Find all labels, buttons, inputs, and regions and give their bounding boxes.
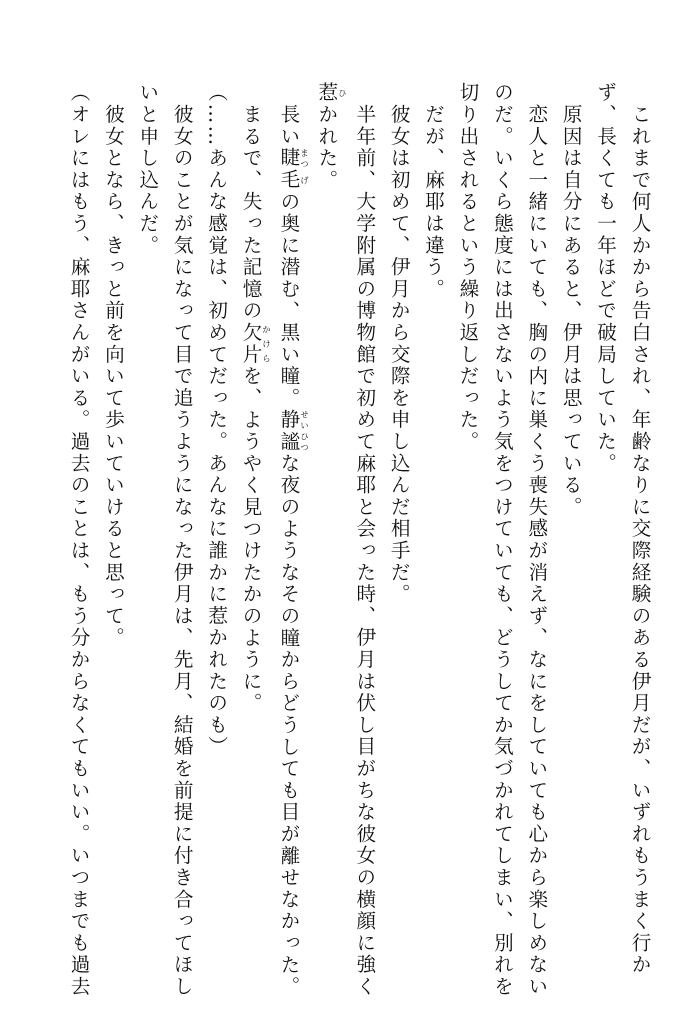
text-line (381, 82, 415, 962)
text-segment: 彼女は初めて、伊月から交際を申し込んだ相手だ。 (387, 82, 411, 606)
text-line (164, 82, 198, 998)
text-segment: 恋人と一緒にいても、胸の内に巣くう喪失感が消えず、なにをしていても心から楽しめない (524, 82, 548, 998)
text-segment: だが、麻耶は違う。 (421, 82, 445, 300)
vertical-text-block (61, 82, 656, 998)
text-segment: これまで何人かから告白され、年齢なりに交際経験のある伊月だが、いずれもうまく行か (628, 82, 651, 976)
text-segment: かれた。 (314, 103, 338, 192)
text-line (233, 82, 271, 962)
text-segment: 切り出されるという繰り返しだった。 (455, 82, 479, 453)
ruby-reading: ひ (336, 82, 347, 104)
ruby-reading: かけら (260, 321, 271, 366)
text-segment: を、ようやく見つけたかのように。 (239, 365, 263, 715)
text-line (553, 82, 587, 962)
ruby-reading: せいひつ (298, 409, 309, 453)
ruby-annotation (276, 409, 309, 453)
text-line (415, 82, 449, 962)
ruby-base: 惹 (314, 82, 338, 104)
text-segment: 長い (276, 82, 300, 148)
ruby-annotation (239, 321, 271, 366)
text-line (61, 82, 95, 998)
text-line (198, 82, 232, 962)
ruby-reading: げ (298, 169, 309, 192)
text-segment: な夜のようなその瞳からどうしても目が離せなかった。 (276, 452, 300, 998)
text-line (622, 82, 656, 976)
text-line (308, 82, 346, 962)
text-line (587, 82, 621, 962)
text-segment: 彼女となら、きっと前を向いて歩いていけると思って。 (101, 82, 125, 649)
ruby-base: 毛 (276, 169, 300, 192)
text-line (346, 82, 380, 998)
ruby-annotation (314, 82, 347, 104)
text-line (450, 82, 484, 962)
ruby-base: 欠片 (239, 321, 263, 366)
ruby-annotation (276, 147, 309, 170)
text-segment: （……あんな感覚は、初めてだった。あんなに誰かに惹かれたのも） (204, 82, 228, 758)
ruby-base: 睫 (276, 147, 300, 170)
text-segment: まるで、失った記憶の (239, 82, 263, 322)
text-line (129, 82, 163, 962)
ruby-annotation (276, 169, 309, 192)
text-segment: 半年前、大学附属の博物館で初めて麻耶と会った時、伊月は伏し目がちな彼女の横顔に強く (352, 82, 376, 998)
text-line (484, 82, 518, 998)
text-segment: （オレにはもう、麻耶さんがいる。過去のことは、もう分からなくてもいい。いつまでも過去 (67, 82, 90, 998)
text-segment: 原因は自分にあると、伊月は思っている。 (559, 82, 583, 518)
text-segment: 彼女のことが気になって目で追うようになった伊月は、先月、結婚を前提に付き合ってほし (170, 82, 194, 998)
text-line (271, 82, 309, 998)
ruby-base: 静謐 (276, 409, 300, 453)
text-line (95, 82, 129, 962)
text-segment: の奥に潜む、黒い瞳。 (276, 191, 300, 410)
text-segment: のだ。いくら態度には出さないよう気をつけていても、どうしてか気づかれてしまい、別れを (490, 82, 514, 998)
text-line (518, 82, 552, 998)
text-segment: いと申し込んだ。 (135, 82, 159, 257)
text-segment: ず、長くても一年ほどで破局していた。 (593, 82, 617, 475)
ruby-reading: まつ (298, 147, 309, 170)
